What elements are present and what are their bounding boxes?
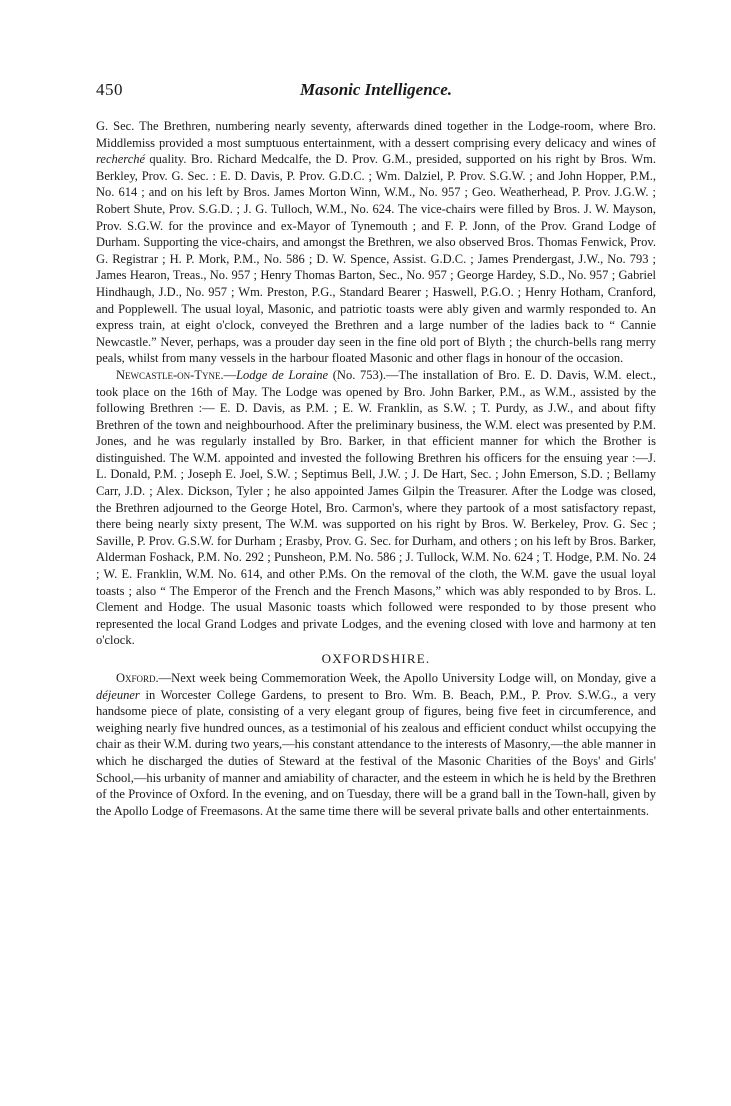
paragraph-text: —Next week being Commemoration Week, the Apollo University Lodge will, on Monday, give a (158, 671, 656, 685)
italic-term: recherché (96, 152, 146, 167)
running-title: Masonic Intelligence. (299, 80, 453, 99)
paragraph-oxford (96, 670, 656, 819)
place-lead: Newcastle-on-Tyne. (116, 367, 224, 382)
paragraph-text-continued: in Worcester College Gardens, to present to Bro. Wm. B. Beach, P.M., P. Prov. S.W.G., a very handsome piece of plate, consisting of a very elegant group of figures, being five feet in circumference, and weighing nearly five hundred ounces, as a testimonial of his zealous and efficient conduct whilst occupying the chair as their W.M. during two years,—his constant attendance to the interests of Masonry,—the able manner in which he discharged the duties of Steward at the festival of the Masonic Charities of the Boys' and Girls' School,—his urbanity of manner and amiability of character, and the esteem in which he is held by the Brethren of the Province of Oxford. In the evening, and on Tuesday, there will be a grand ball in the Town-hall, given by the Apollo Lodge of Freemasons. At the same time there will be several private balls and other entertainments. (96, 687, 656, 818)
page-number: 450 (96, 80, 123, 99)
place-lead: Oxford. (116, 671, 159, 685)
dash: — (223, 367, 237, 382)
paragraph-text: G. Sec. The Brethren, numbering nearly seventy, afterwards dined together in the Lodge-room, where Bro. Middlemiss provided a most sumptuous entertainment, with a dessert comprising every delicacy and wines of (96, 119, 656, 150)
section-heading-oxfordshire: OXFORDSHIRE. (321, 651, 431, 666)
paragraph-text-continued: quality. Bro. Richard Medcalfe, the D. Prov. G.M., presided, supported on his right by Bros. Wm. Berkley, Prov. G. Sec. : E. D. Davis, P. Prov. G.D.C. ; Wm. Dalziel, P. Prov. S.G.W. ; and John Hopper, P.M., No. 614 ; and on his left by Bros. James Morton Winn, W.M., No. 957 ; Geo. Weatherhead, P. Prov. J.G.W. ; Robert Shute, Prov. S.G.D. ; J. G. Tulloch, W.M., No. 624. The vice-chairs were filled by Bros. J. W. Mayson, Prov. S.G.W. for the province and ex-Mayor of Tynemouth ; and F. P. Jonn, of the Prov. Grand Lodge of Durham. Supporting the vice-chairs, and amongst the Brethren, we also observed Bros. Thomas Fenwick, Prov. G. Registrar ; H. P. Mork, P.M., No. 586 ; D. W. Spence, Assist. G.D.C. ; James Prendergast, J.W., No. 793 ; James Hearon, Treas., No. 957 ; Henry Thomas Barton, Sec., No. 957 ; George Hardey, S.D., No. 957 ; Gabriel Hindhaugh, J.D., No. 957 ; Wm. Preston, P.G., Standard Bearer ; Haswell, P.G.O. ; Henry Hotham, Cranford, and Popplewell. The usual loyal, Masonic, and patriotic toasts were ably given and warmly responded to. An express train, at eight o'clock, conveyed the Brethren and a large number of the ladies back to “ Cannie Newcastle.” Never, perhaps, was a prouder day seen in the fine old port of Blyth ; the church-bells rang merry peals, whilst from many vessels in the harbour floated Masonic and other flags in honour of the occasion. (96, 152, 656, 366)
document-page (96, 80, 656, 819)
italic-term: déjeuner (96, 687, 140, 702)
paragraph-text: (No. 753).—The installation of Bro. E. D. Davis, W.M. elect., took place on the 16th of May. The Lodge was opened by Bro. John Barker, P.M., as W.M., assisted by the following Brethren :— E. D. Davis, as P.M. ; E. W. Franklin, as S.W. ; T. Purdy, as J.W., and about fifty Brethren of the town and neighbourhood. After the preliminary business, the W.M. elect was presented by P.M. Jones, and he was regularly installed by Bro. Barker, in that efficient manner for which the Brother is distinguished. The W.M. appointed and invested the following Brethren his officers for the ensuing year :—J. L. Donald, P.M. ; Joseph E. Joel, S.W. ; Septimus Bell, J.W. ; J. De Hart, Sec. ; John Emerson, S.D. ; Bellamy Carr, J.D. ; Alex. Dickson, Tyler ; he also appointed James Gilpin the Treasurer. After the Lodge was closed, the Brethren adjourned to the George Hotel, Bro. Carmon's, where they partook of a most satisfactory repast, there being nearly sixty present, The W.M. was supported on his right by Bros. W. Berkeley, Prov. G. Sec ; Saville, P. Prov. G.S.W. for Durham ; Erasby, Prov. G. Sec. for Durham, and others ; on his left by Bros. Barker, Alderman Foshack, P.M. No. 292 ; Punsheon, P.M. No. 586 ; J. Tullock, W.M. No. 624 ; T. Hodge, P.M. No. 24 ; W. E. Franklin, W.M. No. 614, and other P.Ms. On the removal of the cloth, the W.M. gave the usual loyal toasts ; also “ The Emperor of the French and the French Masons,” which was ably responded to by Bros. L. Clement and Hodge. The usual Masonic toasts which followed were responded to by those present who represented the local Grand Lodges and private Lodges, and the evening closed with love and harmony at ten o'clock. (96, 367, 657, 648)
paragraph-blyth-dinner (96, 118, 656, 367)
paragraph-newcastle (96, 367, 656, 649)
page-header (96, 80, 656, 104)
lodge-name: Lodge de Loraine (236, 367, 329, 382)
